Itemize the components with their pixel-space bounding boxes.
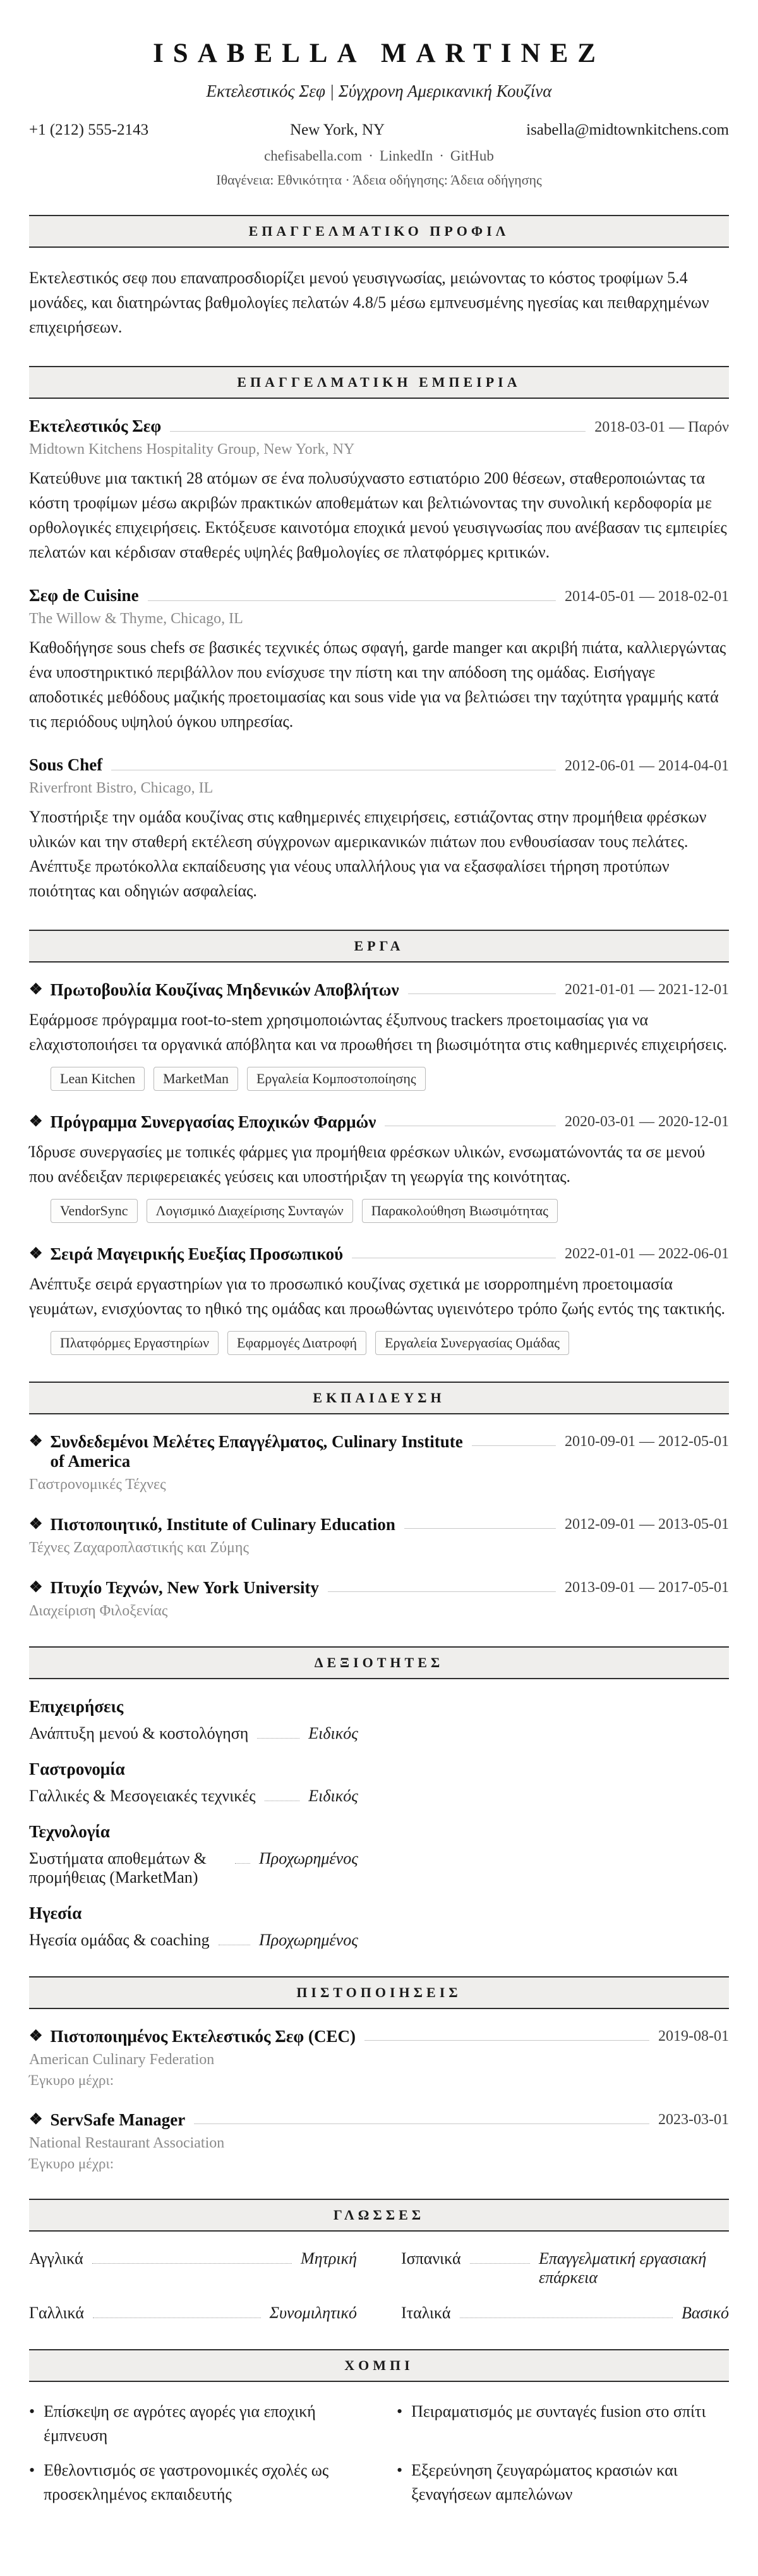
leader-line xyxy=(257,1738,299,1739)
citizenship-license-meta: Ιθαγένεια: Εθνικότητα · Άδεια οδήγησης: Άδεια οδήγησης xyxy=(216,172,542,188)
certification-title-text: Πιστοποιημένος Εκτελεστικός Σεφ (CEC) xyxy=(50,2027,356,2046)
hobbies-grid xyxy=(29,2400,729,2518)
education-entry-head xyxy=(29,1432,729,1471)
certification-org: American Culinary Federation xyxy=(29,2051,215,2068)
diamond-icon: ❖ xyxy=(29,981,43,998)
job-description: Κατεύθυνε μια τακτική 28 ατόμων σε ένα πολυσύχναστο εστιατόριο 200 θέσεων, σταθεροποιώντας τα κόστη τροφίμων μέσω ακριβών πρακτικών αποθεμάτων και βελτιώνοντας την συνολική κερδοφορία με ορθολογικές επιχειρήσεις. Εκτόξευσε καινοτόμα εποχικά μενού γευσιγνωσίας που ανέβασαν τις εμπειρίες πελατών και κέρδισαν σταθερές υψηλές βαθμολογίες σε πλατφόρμες κριτικών. xyxy=(29,469,727,561)
project-title-text: Πρωτοβουλία Κουζίνας Μηδενικών Αποβλήτων xyxy=(50,980,399,999)
language-level: Βασικό xyxy=(681,2304,729,2322)
section-languages xyxy=(29,2199,729,2323)
hobby-text: Εξερεύνηση ζευγαρώματος κρασιών και ξεναγήσεων αμπελώνων xyxy=(411,2461,678,2504)
leader-line xyxy=(235,1863,250,1864)
section-header-projects: ΕΡΓΑ xyxy=(29,930,729,963)
skill-level: Ειδικός xyxy=(308,1724,358,1742)
language-row xyxy=(401,2304,729,2323)
skills-list xyxy=(29,1697,358,1950)
project-dates: 2021-01-01 — 2021-12-01 xyxy=(565,981,729,998)
phone-number[interactable]: +1 (212) 555-2143 xyxy=(29,121,149,138)
tag-chip: Πλατφόρμες Εργαστηρίων xyxy=(51,1331,219,1355)
project-entry-head xyxy=(29,1112,729,1132)
languages-grid xyxy=(29,2249,729,2323)
job-description: Υποστήριξε την ομάδα κουζίνας στις καθημερινές επιχειρήσεις, εστιάζοντας στην προμήθεια φρέσκων υλικών και την σταθερή εκτέλεση σύγχρονων αμερικανικών πιάτων που ενθουσίασαν τους πελάτες. Ανέπτυξε πρωτόκολλα εκπαίδευσης για νέους υπαλλήλους για να εξασφαλίσει τήρηση προτύπων ποιότητας και οδηγιών ασφαλείας. xyxy=(29,808,707,900)
project-tags xyxy=(51,1331,729,1355)
hobby-text: Επίσκεψη σε αγρότες αγορές για εποχική έμπνευση xyxy=(44,2402,316,2445)
language-name: Γαλλικά xyxy=(29,2304,85,2322)
project-entry xyxy=(29,1244,729,1355)
job-dates: 2014-05-01 — 2018-02-01 xyxy=(565,588,729,605)
leader-line xyxy=(408,993,556,994)
job-title-text: Εκτελεστικός Σεφ xyxy=(29,416,162,435)
language-row xyxy=(29,2304,357,2323)
tag-chip: Λογισμικό Διαχείρισης Συνταγών xyxy=(147,1199,353,1223)
education-dates: 2012-09-01 — 2013-05-01 xyxy=(565,1516,729,1533)
website-link[interactable]: chefisabella.com xyxy=(264,148,363,164)
certification-entry xyxy=(29,2027,729,2089)
leader-line xyxy=(472,1445,556,1446)
experience-entry xyxy=(29,586,729,734)
section-hobbies xyxy=(29,2349,729,2518)
company-name: Midtown Kitchens Hospitality Group, New York, NY xyxy=(29,441,355,458)
tag-chip: Εφαρμογές Διατροφή xyxy=(227,1331,366,1355)
education-dates: 2013-09-01 — 2017-05-01 xyxy=(565,1579,729,1596)
job-dates: 2018-03-01 — Παρόν xyxy=(594,419,729,435)
diamond-icon: ❖ xyxy=(29,1114,43,1130)
section-header-hobbies: ΧΟΜΠΙ xyxy=(29,2349,729,2382)
tag-chip: Εργαλεία Συνεργασίας Ομάδας xyxy=(375,1331,569,1355)
hobby-item xyxy=(397,2458,729,2506)
skill-level: Προχωρημένος xyxy=(259,1931,358,1949)
section-header-education: ΕΚΠΑΙΔΕΥΣΗ xyxy=(29,1382,729,1414)
skill-category-name: Τεχνολογία xyxy=(29,1822,110,1841)
project-entry-head xyxy=(29,980,729,1000)
skill-category xyxy=(29,1697,358,1743)
degree-title-text: Συνδεδεμένοι Μελέτες Επαγγέλματος, Culinary Institute of America xyxy=(50,1432,463,1471)
certification-title-text: ServSafe Manager xyxy=(50,2110,186,2129)
language-name: Αγγλικά xyxy=(29,2249,83,2268)
github-link[interactable]: GitHub xyxy=(450,148,494,164)
certification-valid-label: Έγκυρο μέχρι: xyxy=(29,2156,114,2172)
candidate-tagline: Εκτελεστικός Σεφ | Σύγχρονη Αμερικανική Κουζίνα xyxy=(206,82,552,100)
education-detail: Διαχείριση Φιλοξενίας xyxy=(29,1603,168,1619)
job-description: Καθοδήγησε sous chefs σε βασικές τεχνικές όπως σφαγή, garde manger και ακριβή πιάτα, καλλιεργώντας ένα υποστηρικτικό περιβάλλον που ενίσχυσε την πίστη και την απόδοση της ομάδας. Εισήγαγε αποδοτικές μεθόδους μαζικής προετοιμασίας και sous vide για να βελτιώσει την ταχύτητα γραμμής κατά τις περιόδους υψηλού όγκου υπηρεσίας. xyxy=(29,638,726,731)
language-level: Μητρική xyxy=(301,2249,357,2268)
skill-category-name: Ηγεσία xyxy=(29,1904,82,1923)
certification-title xyxy=(29,2110,185,2130)
degree-title xyxy=(29,1432,463,1471)
project-tags xyxy=(51,1199,729,1223)
skill-name: Ανάπτυξη μενού & κοστολόγηση xyxy=(29,1724,249,1742)
diamond-icon: ❖ xyxy=(29,1246,43,1262)
section-header-profile: ΕΠΑΓΓΕΛΜΑΤΙΚΟ ΠΡΟΦΙΛ xyxy=(29,215,729,248)
job-title-text: Σεφ de Cuisine xyxy=(29,586,139,605)
job-title xyxy=(29,755,102,775)
leader-line xyxy=(470,2263,530,2264)
section-experience xyxy=(29,366,729,903)
degree-title xyxy=(29,1515,395,1534)
degree-title xyxy=(29,1578,319,1598)
certification-org: National Restaurant Association xyxy=(29,2135,225,2151)
section-header-experience: ΕΠΑΓΓΕΛΜΑΤΙΚΗ ΕΜΠΕΙΡΙΑ xyxy=(29,366,729,399)
skill-row xyxy=(29,1931,358,1950)
tag-chip: Lean Kitchen xyxy=(51,1067,145,1091)
education-entry xyxy=(29,1515,729,1557)
leader-line xyxy=(92,2263,292,2264)
certification-valid-label: Έγκυρο μέχρι: xyxy=(29,2072,114,2088)
project-entry-head xyxy=(29,1244,729,1264)
tag-chip: VendorSync xyxy=(51,1199,138,1223)
project-description: Ανέπτυξε σειρά εργαστηρίων για το προσωπικό κουζίνας σχετικά με ισορροπημένη προετοιμασία γευμάτων, ενισχύοντας το ηθικό της ομάδας και προωθώντας υγιεινότερο τρόπο ζωής εντός της τακτικής. xyxy=(29,1275,726,1318)
language-row xyxy=(401,2249,729,2287)
leader-line xyxy=(404,1528,556,1529)
section-header-languages: ΓΛΩΣΣΕΣ xyxy=(29,2199,729,2232)
diamond-icon: ❖ xyxy=(29,2111,43,2128)
experience-entry-head xyxy=(29,755,729,775)
project-entry xyxy=(29,1112,729,1223)
job-title xyxy=(29,416,161,436)
skill-category xyxy=(29,1904,358,1950)
hobby-item xyxy=(29,2400,361,2447)
education-entry-head xyxy=(29,1515,729,1534)
certification-entry-head xyxy=(29,2027,729,2046)
skill-level: Προχωρημένος xyxy=(259,1849,358,1868)
linkedin-link[interactable]: LinkedIn xyxy=(379,148,433,164)
skill-category xyxy=(29,1822,358,1887)
diamond-icon: ❖ xyxy=(29,1516,43,1533)
skill-category-name: Επιχειρήσεις xyxy=(29,1697,124,1716)
project-title xyxy=(29,980,399,1000)
language-name: Ισπανικά xyxy=(401,2249,461,2268)
degree-title-text: Πτυχίο Τεχνών, New York University xyxy=(50,1578,319,1597)
project-title-text: Πρόγραμμα Συνεργασίας Εποχικών Φαρμών xyxy=(50,1112,376,1131)
company-name: Riverfront Bistro, Chicago, IL xyxy=(29,780,214,796)
experience-entry-head xyxy=(29,586,729,605)
diamond-icon: ❖ xyxy=(29,1579,43,1596)
bullet-icon: • xyxy=(397,2461,403,2480)
education-entry-head xyxy=(29,1578,729,1598)
experience-entry xyxy=(29,416,729,564)
certification-title xyxy=(29,2027,356,2046)
tag-chip: Εργαλεία Κομποστοποίησης xyxy=(247,1067,426,1091)
profile-text: Εκτελεστικός σεφ που επαναπροσδιορίζει μενού γευσιγνωσίας, μειώνοντας το κόστος τροφίμων 5.4 μονάδες, και διατηρώντας βαθμολογίες πελατών 4.8/5 μέσω εμπνευσμένης ηγεσίας και πειθαρχημένων επιχειρήσεων. xyxy=(29,269,709,336)
diamond-icon: ❖ xyxy=(29,2028,43,2044)
education-entry xyxy=(29,1432,729,1493)
job-title xyxy=(29,586,139,605)
leader-line xyxy=(364,2040,649,2041)
contact-row xyxy=(29,121,729,139)
leader-line xyxy=(328,1591,556,1592)
skill-row xyxy=(29,1787,358,1806)
skill-row xyxy=(29,1849,358,1887)
project-dates: 2022-01-01 — 2022-06-01 xyxy=(565,1246,729,1262)
dot-separator-icon: · xyxy=(368,148,373,164)
section-skills xyxy=(29,1646,729,1950)
hobby-text: Εθελοντισμός σε γαστρονομικές σχολές ως προσεκλημένος εκπαιδευτής xyxy=(44,2461,329,2504)
bullet-icon: • xyxy=(29,2402,35,2421)
project-tags xyxy=(51,1067,729,1091)
resume-header xyxy=(29,38,729,188)
hobby-item xyxy=(29,2458,361,2506)
candidate-name: ISABELLA MARTINEZ xyxy=(153,39,605,68)
certification-entry xyxy=(29,2110,729,2172)
skill-category xyxy=(29,1759,358,1806)
skill-name: Ηγεσία ομάδας & coaching xyxy=(29,1931,210,1949)
tag-chip: MarketMan xyxy=(153,1067,238,1091)
education-entry xyxy=(29,1578,729,1620)
section-certifications xyxy=(29,1976,729,2172)
skill-name: Γαλλικές & Μεσογειακές τεχνικές xyxy=(29,1787,256,1805)
bullet-icon: • xyxy=(29,2461,35,2480)
project-dates: 2020-03-01 — 2020-12-01 xyxy=(565,1114,729,1130)
skill-category-name: Γαστρονομία xyxy=(29,1759,125,1778)
section-header-skills: ΔΕΞΙΟΤΗΤΕΣ xyxy=(29,1646,729,1679)
links-row xyxy=(29,148,729,164)
job-dates: 2012-06-01 — 2014-04-01 xyxy=(565,758,729,774)
dot-separator-icon: · xyxy=(439,148,444,164)
bullet-icon: • xyxy=(397,2402,403,2421)
skill-row xyxy=(29,1724,358,1743)
diamond-icon: ❖ xyxy=(29,1433,43,1450)
language-level: Συνομιλητικό xyxy=(269,2304,357,2322)
tag-chip: Παρακολούθηση Βιωσιμότητας xyxy=(362,1199,558,1223)
leader-line xyxy=(194,2123,649,2124)
education-dates: 2010-09-01 — 2012-05-01 xyxy=(565,1433,729,1450)
certification-date: 2019-08-01 xyxy=(658,2028,729,2044)
experience-entry xyxy=(29,755,729,903)
section-profile xyxy=(29,215,729,339)
location-text: New York, NY xyxy=(290,121,385,138)
project-title xyxy=(29,1244,343,1264)
job-title-text: Sous Chef xyxy=(29,755,103,774)
project-description: Ίδρυσε συνεργασίες με τοπικές φάρμες για προμήθεια φρέσκων υλικών, ενσωματώνοντάς τα σε μενού που ανέδειξαν περιφερειακές γεύσεις και υποστήριξαν τη γεωργία της κοινότητας. xyxy=(29,1143,706,1186)
section-projects xyxy=(29,930,729,1355)
language-row xyxy=(29,2249,357,2287)
degree-title-text: Πιστοποιητικό, Institute of Culinary Education xyxy=(50,1515,395,1534)
skill-level: Ειδικός xyxy=(308,1787,358,1805)
project-title-text: Σειρά Μαγειρικής Ευεξίας Προσωπικού xyxy=(50,1244,344,1263)
language-name: Ιταλικά xyxy=(401,2304,451,2322)
certification-date: 2023-03-01 xyxy=(658,2111,729,2128)
language-level: Επαγγελματική εργασιακή επάρκεια xyxy=(538,2249,707,2287)
education-detail: Γαστρονομικές Τέχνες xyxy=(29,1476,166,1493)
company-name: The Willow & Thyme, Chicago, IL xyxy=(29,611,243,627)
hobby-text: Πειραματισμός με συνταγές fusion στο σπίτι xyxy=(411,2402,706,2421)
project-entry xyxy=(29,980,729,1091)
leader-line xyxy=(148,600,556,601)
hobby-item xyxy=(397,2400,729,2447)
experience-entry-head xyxy=(29,416,729,436)
section-education xyxy=(29,1382,729,1620)
section-header-certifications: ΠΙΣΤΟΠΟΙΗΣΕΙΣ xyxy=(29,1976,729,2009)
project-description: Εφάρμοσε πρόγραμμα root-to-stem χρησιμοποιώντας έξυπνους trackers προετοιμασίας για να ελαχιστοποιήσει τα οργανικά απόβλητα και να προωθήσει τη βιωσιμότητα στις καθημερινές επιχειρήσεις. xyxy=(29,1011,728,1054)
education-detail: Τέχνες Ζαχαροπλαστικής και Ζύμης xyxy=(29,1540,249,1556)
project-title xyxy=(29,1112,376,1132)
skill-name: Συστήματα αποθεμάτων & προμήθειας (MarketMan) xyxy=(29,1849,207,1886)
certification-entry-head xyxy=(29,2110,729,2130)
email-link[interactable]: isabella@midtownkitchens.com xyxy=(526,121,729,138)
leader-line xyxy=(170,431,586,432)
